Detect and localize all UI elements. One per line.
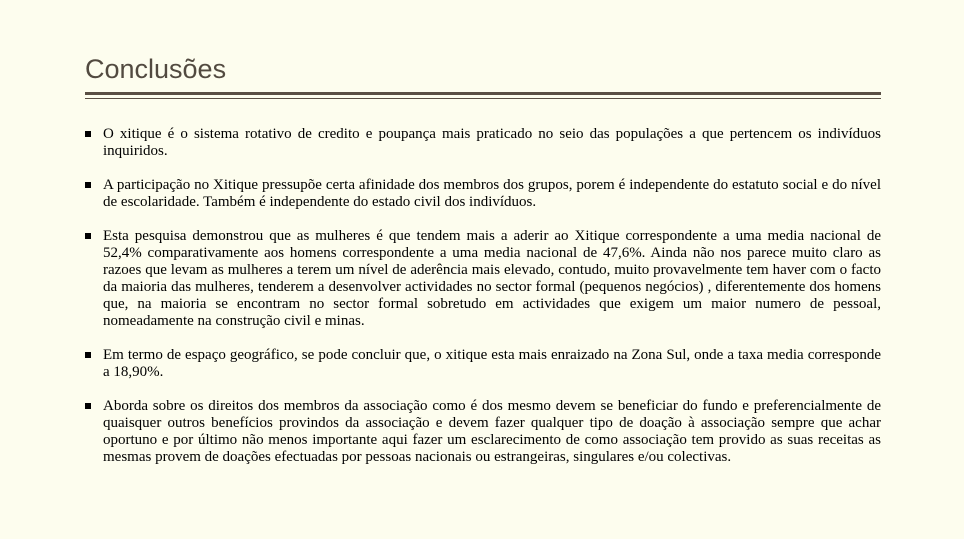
slide-title: Conclusões [85,54,227,84]
square-bullet-icon [85,182,91,188]
square-bullet-icon [85,352,91,358]
title-divider-thick [85,92,881,95]
conclusion-bullet-4 [85,347,881,381]
bullet-text: Em termo de espaço geográfico, se pode concluir que, o xitique esta mais enraizado na Zona Sul, onde a taxa media corresponde a 18,90%. [103,347,881,380]
square-bullet-icon [85,233,91,239]
square-bullet-icon [85,403,91,409]
conclusion-bullet-5 [85,398,881,466]
conclusion-bullet-3 [85,228,881,330]
bullet-text: O xitique é o sistema rotativo de credito e poupança mais praticado no seio das populações a que pertencem os indivíduos inquiridos. [103,126,881,159]
square-bullet-icon [85,131,91,137]
conclusions-list [85,126,881,483]
conclusion-bullet-1 [85,126,881,160]
bullet-text: Aborda sobre os direitos dos membros da associação como é dos mesmo devem se beneficiar do fundo e preferencialmente de quaisquer outros benefícios provindos da associação e devem fazer qualquer tipo de doação à associação sempre que achar oportuno e por último não menos importante aqui fazer um esclarecimento de como associação tem provido as suas receitas as mesmas provem de doações efectuadas por pessoas nacionais ou estrangeiras, singulares e/ou colectivas. [103,398,881,465]
title-divider-thin [85,98,881,99]
conclusion-bullet-2 [85,177,881,211]
bullet-text: A participação no Xitique pressupõe certa afinidade dos membros dos grupos, porem é independente do estatuto social e do nível de escolaridade. Também é independente do estado civil dos indivíduos. [103,177,881,210]
bullet-text: Esta pesquisa demonstrou que as mulheres é que tendem mais a aderir ao Xitique correspondente a uma media nacional de 52,4% comparativamente aos homens correspondente a uma media nacional de 47,6%. Ainda não nos parece muito claro as razoes que levam as mulheres a terem um nível de aderência mais elevado, contudo, muito provavelmente tem haver com o facto da maioria das mulheres, tenderem a desenvolver actividades no sector formal (pequenos negócios) , diferentemente dos homens que, na maioria se encontram no sector formal sobretudo em actividades que exigem um maior numero de pessoal, nomeadamente na construção civil e minas. [103,228,881,329]
